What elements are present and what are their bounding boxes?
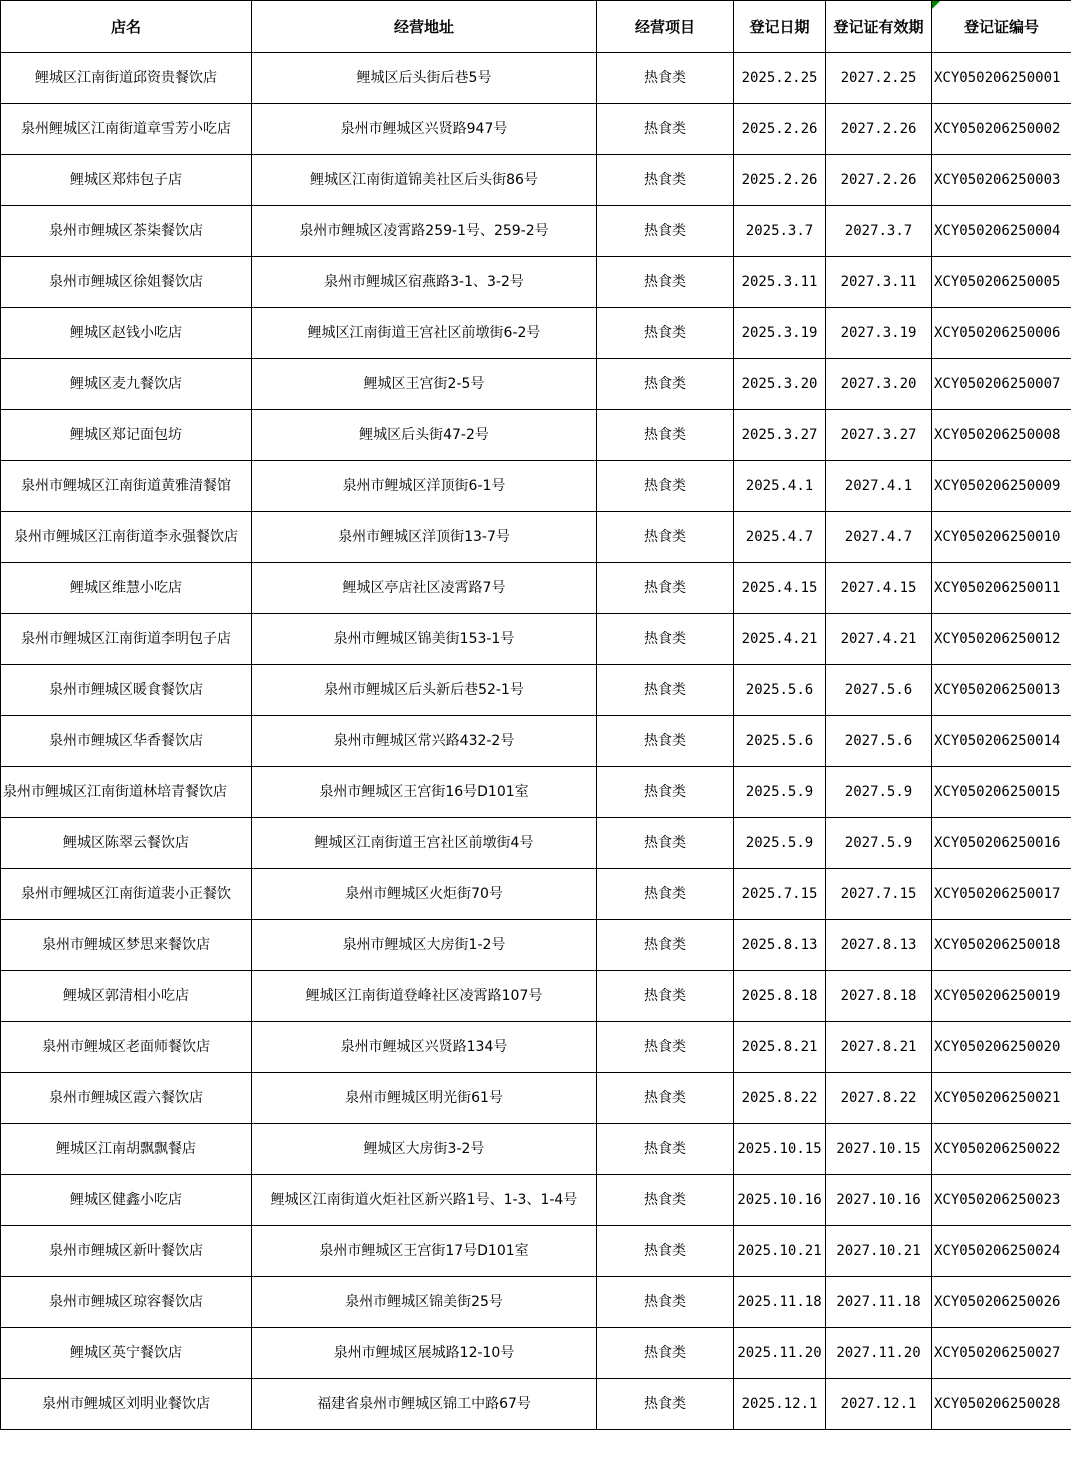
cell-address: 鲤城区江南街道登峰社区凌霄路107号 [252,971,597,1022]
cell-register-date: 2025.5.9 [734,818,826,869]
table-header [1,1,1071,53]
cell-category: 热食类 [597,767,734,818]
column-header-store-name: 店名 [1,1,252,53]
cell-store-name: 鲤城区健鑫小吃店 [1,1175,252,1226]
cell-register-date: 2025.10.16 [734,1175,826,1226]
cell-cert-number: XCY050206250027 [932,1328,1071,1379]
cell-valid-until: 2027.8.18 [826,971,932,1022]
cell-store-name: 泉州市鲤城区徐姐餐饮店 [1,257,252,308]
cell-valid-until: 2027.10.21 [826,1226,932,1277]
cell-cert-number: XCY050206250016 [932,818,1071,869]
cell-category: 热食类 [597,920,734,971]
table-row [1,359,1071,410]
cell-valid-until: 2027.4.7 [826,512,932,563]
cell-store-name: 泉州市鲤城区华香餐饮店 [1,716,252,767]
cell-valid-until: 2027.3.20 [826,359,932,410]
cell-cert-number: XCY050206250001 [932,53,1071,104]
cell-address: 鲤城区后头街47-2号 [252,410,597,461]
cell-register-date: 2025.3.20 [734,359,826,410]
cell-cert-number: XCY050206250010 [932,512,1071,563]
cell-address: 鲤城区后头街后巷5号 [252,53,597,104]
cell-cert-number: XCY050206250018 [932,920,1071,971]
cell-category: 热食类 [597,869,734,920]
table-row [1,716,1071,767]
cell-address: 鲤城区江南街道王宫社区前墩街6-2号 [252,308,597,359]
cell-store-name: 泉州市鲤城区新叶餐饮店 [1,1226,252,1277]
cell-valid-until: 2027.5.6 [826,716,932,767]
cell-cert-number: XCY050206250002 [932,104,1071,155]
cell-store-name: 鲤城区郭清相小吃店 [1,971,252,1022]
cell-category: 热食类 [597,104,734,155]
cell-valid-until: 2027.7.15 [826,869,932,920]
cell-store-name: 泉州鲤城区江南街道章雪芳小吃店 [1,104,252,155]
cell-cert-number: XCY050206250011 [932,563,1071,614]
cell-category: 热食类 [597,1124,734,1175]
cell-valid-until: 2027.5.6 [826,665,932,716]
cell-register-date: 2025.4.15 [734,563,826,614]
cell-category: 热食类 [597,257,734,308]
cell-store-name: 泉州市鲤城区刘明业餐饮店 [1,1379,252,1430]
cell-valid-until: 2027.4.21 [826,614,932,665]
table-row [1,1226,1071,1277]
cell-cert-number: XCY050206250006 [932,308,1071,359]
column-header-valid-until: 登记证有效期 [826,1,932,53]
table-row [1,53,1071,104]
cell-register-date: 2025.8.13 [734,920,826,971]
cell-register-date: 2025.4.1 [734,461,826,512]
cell-category: 热食类 [597,1328,734,1379]
cell-address: 泉州市鲤城区明光街61号 [252,1073,597,1124]
cell-category: 热食类 [597,308,734,359]
cell-store-name: 鲤城区赵钱小吃店 [1,308,252,359]
cell-address: 泉州市鲤城区洋顶街6-1号 [252,461,597,512]
cell-category: 热食类 [597,206,734,257]
cell-category: 热食类 [597,614,734,665]
cell-category: 热食类 [597,1277,734,1328]
cell-cert-number: XCY050206250013 [932,665,1071,716]
table-row [1,104,1071,155]
cell-cert-number: XCY050206250012 [932,614,1071,665]
table-row [1,1175,1071,1226]
cell-cert-number: XCY050206250007 [932,359,1071,410]
cell-category: 热食类 [597,155,734,206]
cell-register-date: 2025.12.1 [734,1379,826,1430]
cell-cert-number: XCY050206250028 [932,1379,1071,1430]
cell-register-date: 2025.8.22 [734,1073,826,1124]
cell-address: 鲤城区江南街道王宫社区前墩街4号 [252,818,597,869]
cell-store-name: 泉州市鲤城区江南街道裴小正餐饮 [1,869,252,920]
table-row [1,155,1071,206]
cell-address: 泉州市鲤城区凌霄路259-1号、259-2号 [252,206,597,257]
cell-address: 泉州市鲤城区洋顶街13-7号 [252,512,597,563]
cell-cert-number: XCY050206250022 [932,1124,1071,1175]
table-row [1,257,1071,308]
cell-cert-number: XCY050206250014 [932,716,1071,767]
cell-category: 热食类 [597,53,734,104]
cell-cert-number: XCY050206250005 [932,257,1071,308]
cell-valid-until: 2027.3.7 [826,206,932,257]
cell-store-name: 泉州市鲤城区老面师餐饮店 [1,1022,252,1073]
cell-cert-number: XCY050206250015 [932,767,1071,818]
cell-register-date: 2025.7.15 [734,869,826,920]
cell-valid-until: 2027.11.20 [826,1328,932,1379]
cell-address: 泉州市鲤城区兴贤路134号 [252,1022,597,1073]
cell-address: 泉州市鲤城区大房街1-2号 [252,920,597,971]
cell-address: 泉州市鲤城区兴贤路947号 [252,104,597,155]
cell-valid-until: 2027.8.13 [826,920,932,971]
cell-address: 泉州市鲤城区锦美街25号 [252,1277,597,1328]
cell-address: 泉州市鲤城区王宫街17号D101室 [252,1226,597,1277]
table-row [1,308,1071,359]
cell-cert-number: XCY050206250017 [932,869,1071,920]
table-row [1,869,1071,920]
table-row [1,563,1071,614]
table-row [1,512,1071,563]
cell-address: 泉州市鲤城区锦美街153-1号 [252,614,597,665]
cell-register-date: 2025.2.26 [734,104,826,155]
cell-category: 热食类 [597,971,734,1022]
cell-address: 泉州市鲤城区后头新后巷52-1号 [252,665,597,716]
cell-valid-until: 2027.11.18 [826,1277,932,1328]
cell-store-name: 泉州市鲤城区江南街道林培青餐饮店 [1,767,252,818]
cell-category: 热食类 [597,665,734,716]
cell-category: 热食类 [597,461,734,512]
cell-category: 热食类 [597,1175,734,1226]
cell-cert-number: XCY050206250020 [932,1022,1071,1073]
cell-cert-number: XCY050206250019 [932,971,1071,1022]
cell-category: 热食类 [597,359,734,410]
cell-store-name: 泉州市鲤城区霞六餐饮店 [1,1073,252,1124]
cell-register-date: 2025.8.18 [734,971,826,1022]
cell-valid-until: 2027.4.15 [826,563,932,614]
cell-valid-until: 2027.10.16 [826,1175,932,1226]
cell-address: 福建省泉州市鲤城区锦工中路67号 [252,1379,597,1430]
cell-store-name: 泉州市鲤城区暖食餐饮店 [1,665,252,716]
cell-category: 热食类 [597,410,734,461]
table-row [1,665,1071,716]
table-body [1,53,1071,1430]
cell-cert-number: XCY050206250023 [932,1175,1071,1226]
cell-register-date: 2025.3.7 [734,206,826,257]
table-row [1,1328,1071,1379]
table-row [1,1277,1071,1328]
cell-valid-until: 2027.8.22 [826,1073,932,1124]
table-row [1,461,1071,512]
table-row [1,767,1071,818]
cell-register-date: 2025.3.11 [734,257,826,308]
cell-cert-number: XCY050206250004 [932,206,1071,257]
cell-register-date: 2025.4.21 [734,614,826,665]
cell-address: 泉州市鲤城区宿燕路3-1、3-2号 [252,257,597,308]
column-header-category: 经营项目 [597,1,734,53]
cell-address: 泉州市鲤城区常兴路432-2号 [252,716,597,767]
cell-address: 鲤城区大房街3-2号 [252,1124,597,1175]
cell-store-name: 泉州市鲤城区茶柒餐饮店 [1,206,252,257]
cell-register-date: 2025.10.21 [734,1226,826,1277]
cell-cert-number: XCY050206250009 [932,461,1071,512]
table-row [1,1379,1071,1430]
cell-register-date: 2025.4.7 [734,512,826,563]
cell-address: 鲤城区江南街道锦美社区后头街86号 [252,155,597,206]
cell-address: 鲤城区江南街道火炬社区新兴路1号、1-3、1-4号 [252,1175,597,1226]
cell-valid-until: 2027.2.26 [826,155,932,206]
cell-store-name: 鲤城区江南胡飘飘餐店 [1,1124,252,1175]
cell-valid-until: 2027.2.25 [826,53,932,104]
cell-store-name: 泉州市鲤城区梦思来餐饮店 [1,920,252,971]
cell-store-name: 泉州市鲤城区江南街道黄雅清餐馆 [1,461,252,512]
cell-cert-number: XCY050206250003 [932,155,1071,206]
cell-category: 热食类 [597,716,734,767]
cell-valid-until: 2027.3.27 [826,410,932,461]
table-row [1,206,1071,257]
cell-category: 热食类 [597,818,734,869]
cell-valid-until: 2027.12.1 [826,1379,932,1430]
cell-store-name: 鲤城区麦九餐饮店 [1,359,252,410]
cell-valid-until: 2027.3.11 [826,257,932,308]
cell-register-date: 2025.5.6 [734,665,826,716]
cell-store-name: 鲤城区英宁餐饮店 [1,1328,252,1379]
cell-register-date: 2025.10.15 [734,1124,826,1175]
cell-category: 热食类 [597,1022,734,1073]
cell-cert-number: XCY050206250021 [932,1073,1071,1124]
cell-address: 泉州市鲤城区王宫街16号D101室 [252,767,597,818]
column-header-cert-number [932,1,1071,53]
table-row [1,818,1071,869]
column-header-address: 经营地址 [252,1,597,53]
cell-register-date: 2025.3.19 [734,308,826,359]
cell-register-date: 2025.2.26 [734,155,826,206]
header-row [1,1,1071,53]
table-row [1,614,1071,665]
cell-store-name: 鲤城区郑记面包坊 [1,410,252,461]
cell-cert-number: XCY050206250024 [932,1226,1071,1277]
cell-valid-until: 2027.10.15 [826,1124,932,1175]
cell-store-name: 鲤城区郑炜包子店 [1,155,252,206]
cell-register-date: 2025.11.20 [734,1328,826,1379]
cell-category: 热食类 [597,1073,734,1124]
cell-register-date: 2025.8.21 [734,1022,826,1073]
excel-error-indicator-icon [932,1,940,9]
cell-store-name: 鲤城区江南街道邱资贵餐饮店 [1,53,252,104]
table-row [1,1124,1071,1175]
cell-category: 热食类 [597,1379,734,1430]
cell-address: 泉州市鲤城区展城路12-10号 [252,1328,597,1379]
cell-register-date: 2025.5.6 [734,716,826,767]
table-row [1,1073,1071,1124]
cell-category: 热食类 [597,563,734,614]
table-row [1,971,1071,1022]
table-row [1,920,1071,971]
cell-store-name: 泉州市鲤城区江南街道李明包子店 [1,614,252,665]
cell-register-date: 2025.11.18 [734,1277,826,1328]
table-row [1,410,1071,461]
cell-category: 热食类 [597,1226,734,1277]
column-header-register-date: 登记日期 [734,1,826,53]
cell-category: 热食类 [597,512,734,563]
table-row [1,1022,1071,1073]
cell-valid-until: 2027.5.9 [826,767,932,818]
cell-valid-until: 2027.8.21 [826,1022,932,1073]
column-header-cert-number-label: 登记证编号 [963,18,1039,36]
cell-store-name: 泉州市鲤城区江南街道李永强餐饮店 [1,512,252,563]
cell-register-date: 2025.2.25 [734,53,826,104]
cell-address: 鲤城区亭店社区凌霄路7号 [252,563,597,614]
cell-valid-until: 2027.2.26 [826,104,932,155]
cell-store-name: 鲤城区陈翠云餐饮店 [1,818,252,869]
cell-store-name: 泉州市鲤城区琼容餐饮店 [1,1277,252,1328]
cell-address: 泉州市鲤城区火炬街70号 [252,869,597,920]
cell-address: 鲤城区王宫街2-5号 [252,359,597,410]
cell-cert-number: XCY050206250008 [932,410,1071,461]
cell-valid-until: 2027.5.9 [826,818,932,869]
cell-valid-until: 2027.3.19 [826,308,932,359]
cell-store-name: 鲤城区维慧小吃店 [1,563,252,614]
cell-register-date: 2025.3.27 [734,410,826,461]
cell-cert-number: XCY050206250026 [932,1277,1071,1328]
cell-register-date: 2025.5.9 [734,767,826,818]
cell-valid-until: 2027.4.1 [826,461,932,512]
